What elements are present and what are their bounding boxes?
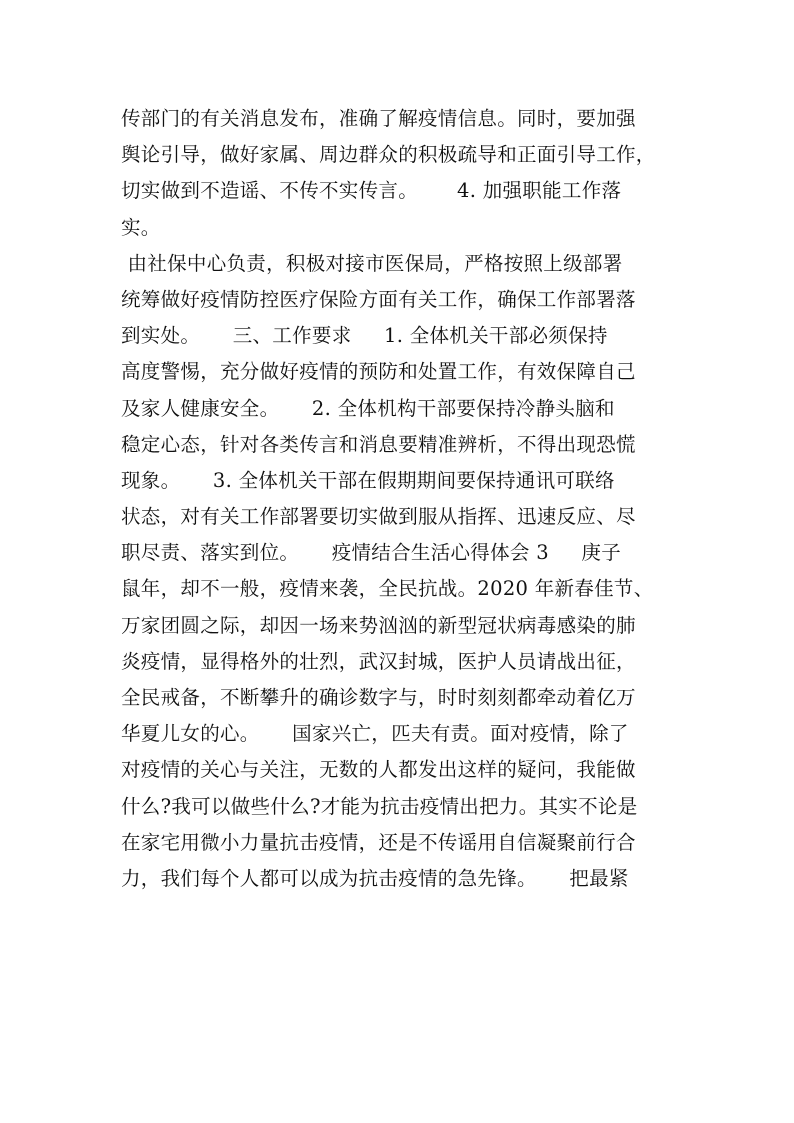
text-line: 什么?我可以做些什么?才能为抗击疫情出把力。其实不论是 — [121, 794, 638, 818]
text-line: 实。 — [121, 215, 161, 239]
text-line: 现象。 3. 全体机关干部在假期期间要保持通讯可联络 — [121, 468, 615, 492]
text-line: 万家团圆之际，却因一场来势汹汹的新型冠状病毒感染的肺 — [121, 613, 636, 637]
text-line: 切实做到不造谣、不传不实传言。 4. 加强职能工作落 — [121, 179, 622, 203]
text-line: 稳定心态，针对各类传言和消息要精准辨析，不得出现恐慌 — [121, 432, 636, 456]
text-line: 力，我们每个人都可以成为抗击疫情的急先锋。 把最紧 — [121, 866, 629, 890]
text-line: 对疫情的关心与关注，无数的人都发出这样的疑问，我能做 — [121, 758, 636, 782]
text-line: 状态，对有关工作部署要切实做到服从指挥、迅速反应、尽 — [121, 505, 636, 529]
text-line: 由社保中心负责，积极对接市医保局，严格按照上级部署 — [121, 251, 623, 275]
text-line: 在家宅用微小力量抗击疫情，还是不传谣用自信凝聚前行合 — [121, 830, 636, 854]
text-line: 统筹做好疫情防控医疗保险方面有关工作，确保工作部署落 — [121, 287, 636, 311]
text-line: 华夏儿女的心。 国家兴亡，匹夫有责。面对疫情，除了 — [121, 722, 629, 746]
text-line: 鼠年，却不一般，疫情来袭，全民抗战。2020 年新春佳节、 — [121, 577, 654, 601]
text-line: 及家人健康安全。 2. 全体机构干部要保持冷静头脑和 — [121, 396, 615, 420]
text-line: 到实处。 三、工作要求 1. 全体机关干部必须保持 — [121, 324, 608, 348]
text-line: 高度警惕，充分做好疫情的预防和处置工作，有效保障自己 — [121, 360, 636, 384]
text-line: 炎疫情，显得格外的壮烈，武汉封城，医护人员请战出征， — [121, 649, 636, 673]
text-line: 传部门的有关消息发布，准确了解疫情信息。同时，要加强 — [121, 107, 636, 130]
document-body — [121, 101, 681, 897]
text-line: 全民戒备，不断攀升的确诊数字与，时时刻刻都牵动着亿万 — [121, 686, 636, 709]
text-line: 舆论引导，做好家属、周边群众的积极疏导和正面引导工作， — [121, 143, 656, 167]
text-line: 职尽责、落实到位。 疫情结合生活心得体会 3 庚子 — [121, 541, 621, 565]
